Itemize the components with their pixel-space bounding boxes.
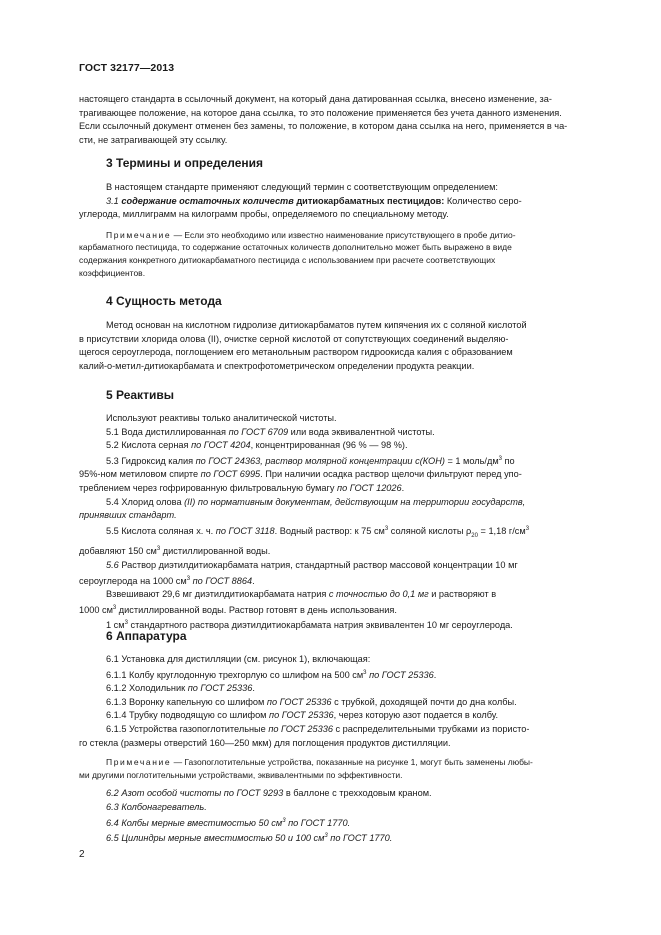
reagent-5-4: 5.4 Хлорид олова (II) по нормативным документам, действующим на территории государств, [106,496,526,507]
reagent-5-5: 5.5 Кислота соляная х. ч. по ГОСТ 3118. Водный раствор: к 75 $см^3$ соляной кислоты $\rho_{20} = 1,18$ $г/см^3$ [106,525,530,539]
intro-line: настоящего стандарта в ссылочный документ, на который дана датированная ссылка, внесено изменение, за- [79,94,552,104]
section-3-body [79,181,583,279]
reagent-5-4-cont: принявших стандарт. [79,510,177,521]
apparatus-6-3: 6.3 Колбонагреватель. [106,802,207,812]
page-number: 2 [79,849,85,860]
paragraph-line: щегося сероуглерода, поглощением его метанольным раствором гидроокисда калия с образованием [79,347,513,358]
standard-header: ГОСТ 32177—2013 [79,62,175,74]
reagent-5-3-cont: треблением через гофрированную фильтровальную бумагу по ГОСТ 12026. [79,483,405,494]
reagent-5-2: 5.2 Кислота серная по ГОСТ 4204, концентрированная (96 % — 98 %). [106,440,408,451]
section-4-body [79,319,583,373]
apparatus-6-1-1: 6.1.1 Колбу круглодонную трехгорлую со шлифом на 500 $см^3$ по ГОСТ 25336. [106,669,437,680]
reagent-5-3: 5.3 Гидроксид калия по ГОСТ 24363, раствор молярной концентрации с(КОН) = 1 моль/$дм^3$ по [106,455,515,466]
reagent-5-1: 5.1 Вода дистиллированная по ГОСТ 6709 или вода эквивалентной чистоты. [106,426,435,437]
note-line: Примечание — Если это необходимо или известно наименование присутствующего в пробе дитио- [106,229,516,240]
apparatus-6-2: 6.2 Азот особой чистоты по ГОСТ 9293 в баллоне с трехходовым краном. [106,788,432,799]
section-6-heading: 6 Аппаратура [106,629,187,643]
section-5-body [79,412,583,633]
paragraph-line: в присутствии хлорида олова (II), очистке серной кислотой от сопутствующих соединений выделяю- [79,333,509,344]
paragraph: В настоящем стандарте применяют следующий термин с соответствующим определением: [106,182,498,192]
section-3-heading: 3 Термины и определения [106,156,264,170]
apparatus-6-1-2: 6.1.2 Холодильник по ГОСТ 25336. [106,683,255,694]
section-5-heading: 5 Реактивы [106,388,174,402]
equivalence-line: 1 $см^3$ стандартного раствора диэтилдитиокарбамата натрия эквивалентен 10 мг сероуглерода. [106,620,513,631]
apparatus-6-5: 6.5 Цилиндры мерные вместимостью 50 и 100 $см^3$ по ГОСТ 1770. [106,833,393,844]
paragraph-line: Метод основан на кислотном гидролизе дитиокарбаматов путем кипячения их с соляной кислотой [106,320,527,330]
definition-line: 3.1 содержание остаточных количеств дитиокарбаматных пестицидов: Количество серо- [106,195,522,206]
paragraph-line: калий-о-метил-дитиокарбамата и спектрофотометрическом определении продукта реакции. [79,360,475,371]
note-line: карбаматного пестицида, то содержание остаточных количеств дополнительно может быть выражено в виде [79,242,512,253]
section-6-body [79,653,583,846]
reagent-5-6: 5.6 Раствор диэтилдитиокарбамата натрия, стандартный раствор массовой концентрации 10 мг [106,559,518,570]
note-line: Примечание — Газопоглотительные устройства, показанные на рисунке 1, могут быть заменены любы- [106,757,533,768]
apparatus-6-1-3: 6.1.3 Воронку капельную со шлифом по ГОСТ 25336 с трубкой, доходящей почти до дна колбы. [106,696,517,707]
apparatus-6-4: 6.4 Колбы мерные вместимостью 50 $см^3$ по ГОСТ 1770. [106,817,351,828]
reagent-5-6-cont: сероуглерода на 1000 $см^3$ по ГОСТ 8864. [79,575,255,586]
definition-line: углерода, миллиграмм на килограмм пробы, определяемого по специальному методу. [79,209,449,220]
note-line: ми другими поглотительными устройствами, эквивалентными по эффективности. [79,769,403,780]
note-line: коэффициентов. [79,267,146,278]
apparatus-6-1-4: 6.1.4 Трубку подводящую со шлифом по ГОСТ 25336, через которую азот подается в колбу. [106,710,499,721]
intro-line: сти, не затрагивающей эту ссылку. [79,134,228,145]
reagent-5-5-cont: добавляют 150 $см^3$ дистиллированной воды. [79,546,271,557]
intro-line: трагивающее положение, на которое дана ссылка, то это положение применяется без учета данного изменения. [79,107,562,118]
apparatus-6-1-5: 6.1.5 Устройства газопоглотительные по ГОСТ 25336 с распределительными трубками из пористо- [106,724,530,735]
intro-paragraph [79,93,583,147]
weighing-line: 1000 $см^3$ дистиллированной воды. Раствор готовят в день использования. [79,604,397,615]
apparatus-6-1: 6.1 Установка для дистилляции (см. рисунок 1), включающая: [106,654,371,664]
intro-line: Если ссылочный документ отменен без замены, то положение, в котором дана ссылка на него, применяется в ча- [79,121,568,132]
weighing-line: Взвешивают 29,6 мг диэтилдитиокарбамата натрия с точностью до 0,1 мг и растворяют в [106,589,497,600]
note-line: содержания конкретного дитиокарбаматного пестицида с использованием при расчете соответствующих [79,254,496,265]
apparatus-6-1-5-cont: го стекла (размеры отверстий 160—250 мкм) для поглощения продуктов дистилляции. [79,737,451,748]
section-4-heading: 4 Сущность метода [106,294,222,308]
reagent-5-3-cont: 95%-ном метиловом спирте по ГОСТ 6995. При наличии осадка раствор щелочи фильтруют перед упо- [79,469,522,480]
paragraph: Используют реактивы только аналитической чистоты. [106,413,337,423]
